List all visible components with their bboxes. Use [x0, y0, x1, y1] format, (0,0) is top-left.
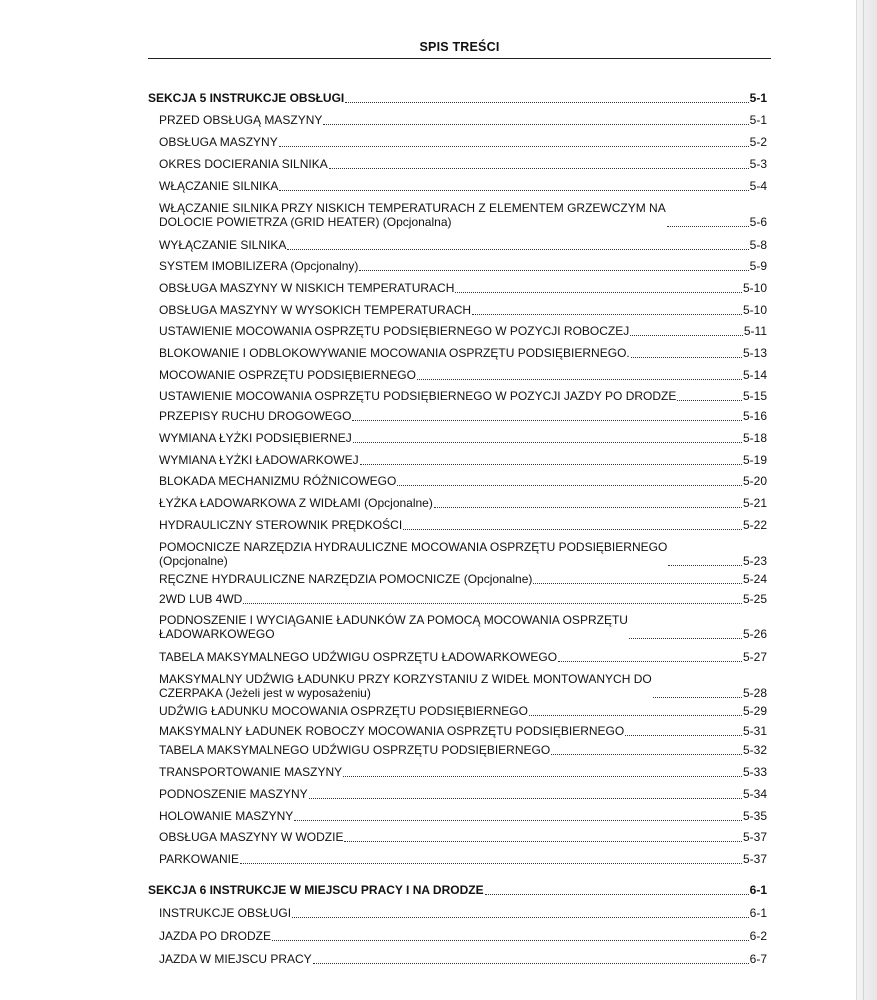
toc-entry[interactable] — [159, 135, 767, 149]
toc-entry[interactable] — [159, 540, 767, 568]
toc-entry-label: ŁYŻKA ŁADOWARKOWA Z WIDŁAMI (Opcjonalne) — [159, 496, 433, 510]
toc-entry[interactable] — [159, 952, 767, 966]
toc-entry[interactable] — [159, 592, 767, 606]
toc-page-number: 5-22 — [742, 518, 767, 532]
dot-leader — [397, 476, 742, 486]
toc-entry-label: USTAWIENIE MOCOWANIA OSPRZĘTU PODSIĘBIERNEGO W POZYCJI JAZDY PO DRODZE — [159, 389, 677, 403]
toc-page-number: 5-18 — [742, 431, 767, 445]
toc-page-number: 5-2 — [749, 135, 767, 149]
toc-entry-label: OKRES DOCIERANIA SILNIKA — [159, 157, 328, 171]
dot-leader — [240, 854, 742, 864]
dot-leader — [455, 283, 742, 293]
toc-entry-label: OBSŁUGA MASZYNY W WODZIE — [159, 830, 344, 844]
toc-entry[interactable] — [159, 303, 767, 317]
toc-entry-label: UDŹWIG ŁADUNKU MOCOWANIA OSPRZĘTU PODSIĘBIERNEGO — [159, 704, 528, 718]
toc-entry-label: WŁĄCZANIE SILNIKA — [159, 179, 279, 193]
toc-page-number: 5-1 — [749, 91, 767, 105]
toc-page-number: 5-8 — [749, 238, 767, 252]
toc-entry[interactable] — [159, 704, 767, 718]
dot-leader — [359, 261, 748, 271]
toc-entry-label: MOCOWANIE OSPRZĘTU PODSIĘBIERNEGO — [159, 368, 416, 382]
dot-leader — [313, 954, 749, 964]
toc-entry[interactable] — [159, 650, 767, 664]
toc-page-number: 5-25 — [742, 592, 767, 606]
toc-entry[interactable] — [159, 518, 767, 532]
dot-leader — [529, 706, 742, 716]
dot-leader — [294, 811, 742, 821]
toc-entry[interactable] — [159, 368, 767, 382]
toc-page-number: 6-2 — [749, 929, 767, 943]
toc-entry-label: WYMIANA ŁYŻKI PODSIĘBIERNEJ — [159, 431, 352, 445]
dot-leader — [551, 745, 742, 755]
toc-page-number: 6-1 — [749, 883, 767, 897]
toc-section-title: SEKCJA 5 INSTRUKCJE OBSŁUGI — [148, 91, 345, 105]
toc-page-number: 5-10 — [742, 281, 767, 295]
toc-page-number: 5-28 — [742, 686, 767, 700]
toc-entry-label: INSTRUKCJE OBSŁUGI — [159, 906, 292, 920]
toc-section-6[interactable] — [148, 883, 767, 897]
toc-entry-label: PRZED OBSŁUGĄ MASZYNY — [159, 113, 323, 127]
dot-leader — [668, 556, 742, 566]
toc-page-number: 5-4 — [749, 179, 767, 193]
toc-page-number: 5-14 — [742, 368, 767, 382]
dot-leader — [403, 520, 742, 530]
toc-entry[interactable] — [159, 809, 767, 823]
toc-entry[interactable] — [159, 474, 767, 488]
toc-page-number: 5-6 — [749, 215, 767, 229]
toc-entry[interactable] — [159, 346, 767, 360]
toc-page-number: 5-15 — [742, 389, 767, 403]
toc-entry-label: OBSŁUGA MASZYNY W NISKICH TEMPERATURACH — [159, 281, 455, 295]
toc-entry[interactable] — [159, 724, 767, 738]
dot-leader — [287, 240, 748, 250]
dot-leader — [629, 629, 742, 639]
toc-entry-label: WYŁĄCZANIE SILNIKA — [159, 238, 287, 252]
toc-entry-label: 2WD LUB 4WD — [159, 592, 243, 606]
toc-entry-label: PARKOWANIE — [159, 852, 240, 866]
toc-entry-label: HYDRAULICZNY STEROWNIK PRĘDKOŚCI — [159, 518, 403, 532]
toc-section-title: SEKCJA 6 INSTRUKCJE W MIEJSCU PRACY I NA DRODZE — [148, 883, 484, 897]
toc-entry-label: TABELA MAKSYMALNEGO UDŹWIGU OSPRZĘTU PODSIĘBIERNEGO — [159, 743, 551, 757]
dot-leader — [667, 217, 749, 227]
toc-entry[interactable] — [159, 929, 767, 943]
toc-entry[interactable] — [159, 787, 767, 801]
toc-entry[interactable] — [159, 906, 767, 920]
dot-leader — [558, 652, 742, 662]
toc-entry[interactable] — [159, 613, 767, 641]
dot-leader — [292, 908, 749, 918]
toc-section-5[interactable] — [148, 91, 767, 105]
toc-entry-label: TABELA MAKSYMALNEGO UDŹWIGU OSPRZĘTU ŁADOWARKOWEGO — [159, 650, 558, 664]
dot-leader — [360, 455, 742, 465]
toc-entry[interactable] — [159, 431, 767, 445]
toc-entry-label: BLOKOWANIE I ODBLOKOWYWANIE MOCOWANIA OSPRZĘTU PODSIĘBIERNEGO. — [159, 346, 630, 360]
toc-entry[interactable] — [159, 281, 767, 295]
toc-entry[interactable] — [159, 324, 767, 338]
toc-page-number: 5-32 — [742, 743, 767, 757]
toc-entry[interactable] — [159, 157, 767, 171]
toc-entry[interactable] — [159, 259, 767, 273]
toc-entry-label: WYMIANA ŁYŻKI ŁADOWARKOWEJ — [159, 453, 359, 467]
toc-page-number: 5-27 — [742, 650, 767, 664]
toc-page-number: 5-35 — [742, 809, 767, 823]
toc-entry[interactable] — [159, 830, 767, 844]
dot-leader — [631, 348, 742, 358]
toc-entry-label: POMOCNICZE NARZĘDZIA HYDRAULICZNE MOCOWANIA OSPRZĘTU PODSIĘBIERNEGO (Opcjonalne) — [159, 540, 668, 568]
toc-entry-label: USTAWIENIE MOCOWANIA OSPRZĘTU PODSIĘBIERNEGO W POZYCJI ROBOCZEJ — [159, 324, 630, 338]
toc-page-number: 5-19 — [742, 453, 767, 467]
toc-entry-label: WŁĄCZANIE SILNIKA PRZY NISKICH TEMPERATURACH Z ELEMENTEM GRZEWCZYM NA DOLOCIE POWIETRZA (GRID HEATER) (Opcjonalna) — [159, 201, 666, 229]
toc-entry[interactable] — [159, 179, 767, 193]
toc-page-number: 5-31 — [742, 724, 767, 738]
toc-page-number: 5-10 — [742, 303, 767, 317]
toc-page-number: 5-3 — [749, 157, 767, 171]
toc-page-number: 5-23 — [742, 554, 767, 568]
toc-entry-label: HOLOWANIE MASZYNY — [159, 809, 294, 823]
toc-page-number: 5-16 — [742, 409, 767, 423]
dot-leader — [625, 726, 742, 736]
toc-entry-label: PODNOSZENIE I WYCIĄGANIE ŁADUNKÓW ZA POMOCĄ MOCOWANIA OSPRZĘTU ŁADOWARKOWEGO — [159, 613, 628, 641]
toc-page-number: 5-24 — [742, 572, 767, 586]
dot-leader — [343, 767, 742, 777]
toc-entry[interactable] — [159, 409, 767, 423]
toc-entry-label: TRANSPORTOWANIE MASZYNY — [159, 765, 343, 779]
toc-entry-label: JAZDA W MIEJSCU PRACY — [159, 952, 312, 966]
toc-page-number: 5-9 — [749, 259, 767, 273]
toc-entry-label: JAZDA PO DRODZE — [159, 929, 272, 943]
toc-entry[interactable] — [159, 743, 767, 757]
toc-entry-label: MAKSYMALNY ŁADUNEK ROBOCZY MOCOWANIA OSPRZĘTU PODSIĘBIERNEGO — [159, 724, 625, 738]
dot-leader — [434, 498, 742, 508]
toc-entry-label: PODNOSZENIE MASZYNY — [159, 787, 308, 801]
toc-entry[interactable] — [159, 572, 767, 586]
dot-leader — [243, 594, 742, 604]
toc-entry-label: MAKSYMALNY UDŹWIG ŁADUNKU PRZY KORZYSTANIU Z WIDEŁ MONTOWANYCH DO CZERPAKA (Jeżeli jest w wyposażeniu) — [159, 672, 652, 700]
toc-page-number: 5-20 — [742, 474, 767, 488]
toc-entry[interactable] — [159, 852, 767, 866]
toc-page-number: 5-29 — [742, 704, 767, 718]
dot-leader — [272, 931, 749, 941]
page-title: SPIS TREŚCI — [419, 40, 500, 54]
dot-leader — [677, 391, 742, 401]
dot-leader — [329, 159, 749, 169]
toc-page-number: 5-11 — [743, 324, 767, 338]
dot-leader — [345, 93, 748, 103]
dot-leader — [309, 789, 742, 799]
toc-entry-label: OBSŁUGA MASZYNY — [159, 135, 278, 149]
toc-entry-label: RĘCZNE HYDRAULICZNE NARZĘDZIA POMOCNICZE (Opcjonalne) — [159, 572, 533, 586]
toc-entry[interactable] — [159, 201, 767, 229]
toc-entry[interactable] — [159, 238, 767, 252]
toc-entry[interactable] — [159, 672, 767, 700]
toc-page-number: 5-13 — [742, 346, 767, 360]
toc-page-number: 5-21 — [742, 496, 767, 510]
dot-leader — [630, 326, 743, 336]
toc-page-number: 5-33 — [742, 765, 767, 779]
dot-leader — [485, 885, 749, 895]
toc-entry[interactable] — [159, 453, 767, 467]
dot-leader — [353, 433, 742, 443]
dot-leader — [417, 370, 742, 380]
toc-entry[interactable] — [159, 496, 767, 510]
toc-page-number: 5-37 — [742, 830, 767, 844]
toc-page-number: 5-1 — [749, 113, 767, 127]
toc-page-number: 6-1 — [749, 906, 767, 920]
toc-entry-label: PRZEPISY RUCHU DROGOWEGO — [159, 409, 352, 423]
dot-leader — [323, 115, 748, 125]
toc-entry-label: BLOKADA MECHANIZMU RÓŻNICOWEGO — [159, 474, 397, 488]
toc-entry[interactable] — [159, 765, 767, 779]
dot-leader — [279, 137, 749, 147]
toc-page-number: 5-37 — [742, 852, 767, 866]
dot-leader — [472, 305, 742, 315]
dot-leader — [533, 574, 742, 584]
dot-leader — [653, 688, 742, 698]
toc-page-number: 6-7 — [749, 952, 767, 966]
toc-entry[interactable] — [159, 113, 767, 127]
dot-leader — [344, 832, 741, 842]
toc-page-number: 5-34 — [742, 787, 767, 801]
dot-leader — [352, 411, 742, 421]
toc-entry-label: SYSTEM IMOBILIZERA (Opcjonalny) — [159, 259, 359, 273]
toc-entry-label: OBSŁUGA MASZYNY W WYSOKICH TEMPERATURACH — [159, 303, 472, 317]
toc-entry[interactable] — [159, 389, 767, 403]
dot-leader — [279, 181, 748, 191]
toc-page-number: 5-26 — [742, 627, 767, 641]
